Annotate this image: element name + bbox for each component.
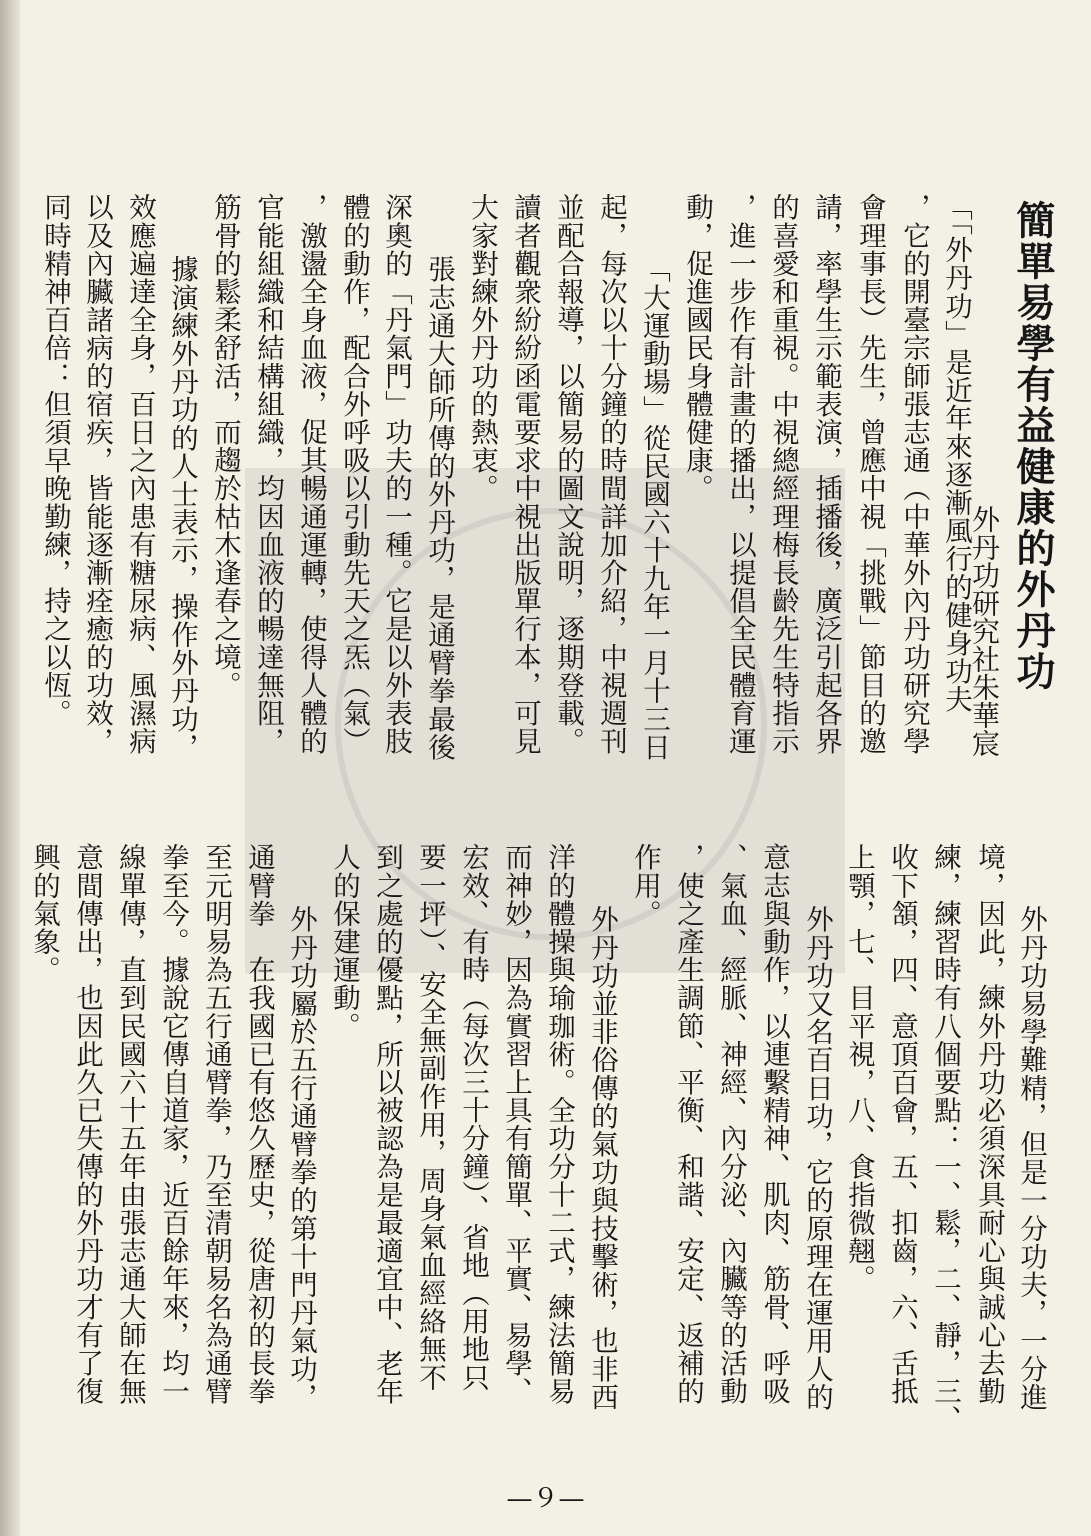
upper-text-column: 並配合報導，以簡易的圖文說明，逐期登載。 <box>552 193 584 755</box>
upper-text-column: 效應遍達全身，百日之內患有糖尿病、風濕病 <box>124 193 156 755</box>
lower-text-column: 外丹功屬於五行通臂拳的第十門丹氣功， <box>285 905 317 1411</box>
upper-text-column: 會理事長）先生，曾應中視「挑戰」節目的邀 <box>854 193 886 755</box>
upper-text-column: 動，促進國民身體健康。 <box>681 193 713 503</box>
lower-text-column: 而神妙，因為實習上具有簡單、平實、易學、 <box>500 843 532 1405</box>
upper-text-column: 「大運動場」從民國六十九年一月十三日 <box>638 255 670 761</box>
upper-text-column: 以及內臟諸病的宿疾，皆能逐漸痊癒的功效， <box>81 193 113 755</box>
page-edge-shadow <box>0 0 20 1536</box>
upper-text-column: 讀者觀衆紛紛函電要求中視出版單行本，可見 <box>509 193 541 755</box>
upper-text-column: ，激盪全身血液，促其暢通運轉，使得人體的 <box>295 193 327 755</box>
upper-text-column: 同時精神百倍：但須早晚勤練，持之以恆。 <box>39 193 71 727</box>
lower-text-column: 到之處的優點，所以被認為是最適宜中、老年 <box>371 843 403 1405</box>
upper-text-column: 張志通大師所傳的外丹功，是通臂拳最後 <box>423 255 455 761</box>
lower-text-column: 收下頷，四、意頂百會，五、扣齒，六、舌抵 <box>886 843 918 1405</box>
upper-text-column: 起，每次以十分鐘的時間詳加介紹，中視週刊 <box>595 193 627 755</box>
lower-text-column: 、氣血、經脈、神經、內分泌、內臟等的活動 <box>715 843 747 1405</box>
upper-text-column: 據演練外丹功的人士表示，操作外丹功， <box>166 255 198 761</box>
lower-text-column: 人的保建運動。 <box>328 843 360 1040</box>
upper-text-column: ，進一步作有計畫的播出，以提倡全民體育運 <box>724 193 756 755</box>
upper-text-column: 筋骨的鬆柔舒活，而趨於枯木逢春之境。 <box>209 193 241 699</box>
upper-text-column: 體的動作，配合外呼吸以引動先天之炁（氣） <box>338 193 370 755</box>
article-author: 外丹功研究社朱華宸 <box>968 505 1001 757</box>
lower-text-column: 通臂拳 在我國已有悠久歷史，從唐初的長拳 <box>243 843 275 1405</box>
lower-text-column: 上顎，七、目平視，八、食指微翹。 <box>843 843 875 1293</box>
lower-text-column: 洋的體操與瑜珈術。全功分十二式，練法簡易 <box>543 843 575 1405</box>
lower-text-column: 意間傳出，也因此久已失傳的外丹功才有了復 <box>71 843 103 1405</box>
upper-text-column: 「「外丹功」是近年來逐漸風行的健身功夫 <box>940 193 972 714</box>
lower-text-column: 作用。 <box>629 843 661 928</box>
upper-text-column: 官能組織和結構組織，均因血液的暢達無阻， <box>252 193 284 755</box>
lower-text-column: 拳至今。據說它傳自道家，近百餘年來，均一 <box>157 843 189 1405</box>
lower-text-column: 要一坪）、安全無副作用，周身氣血經絡無不 <box>414 843 446 1392</box>
lower-text-column: 興的氣象。 <box>28 843 60 984</box>
page-number: —９— <box>506 1484 585 1514</box>
upper-text-column: 大家對練外丹功的熱衷。 <box>466 193 498 503</box>
upper-text-column: 的喜愛和重視。中視總經理梅長齡先生特指示 <box>767 193 799 755</box>
lower-text-column: 至元明易為五行通臂拳，乃至清朝易名為通臂 <box>200 843 232 1405</box>
lower-text-column: 線單傳，直到民國六十五年由張志通大師在無 <box>114 843 146 1405</box>
upper-text-column: ，它的開臺宗師張志通（中華外內丹功研究學 <box>898 193 930 755</box>
lower-text-column: 外丹功又名百日功，它的原理在運用人的 <box>801 905 833 1411</box>
lower-text-column: ，使之產生調節、平衡、和諧、安定、返補的 <box>672 843 704 1405</box>
lower-text-column: 外丹功並非俗傳的氣功與技擊術，也非西 <box>586 905 618 1411</box>
lower-text-column: 境，因此，練外丹功必須深具耐心與誠心去勤 <box>973 843 1005 1405</box>
lower-text-column: 意志與動作，以連繫精神、肌肉、筋骨、呼吸 <box>758 843 790 1405</box>
upper-text-column: 請，率學生示範表演，插播後，廣泛引起各界 <box>810 193 842 755</box>
lower-text-column: 練，練習時有八個要點：一、鬆，二、靜，三、 <box>929 843 961 1434</box>
upper-text-column: 深奧的「丹氣門」功夫的一種。它是以外表肢 <box>380 193 412 755</box>
article-title: 簡單易學有益健康的外丹功 <box>1010 200 1056 692</box>
lower-text-column: 宏效、有時（每次三十分鐘）、省地（用地只 <box>457 843 489 1392</box>
lower-text-column: 外丹功易學難精，但是一分功夫，一分進 <box>1015 905 1047 1411</box>
